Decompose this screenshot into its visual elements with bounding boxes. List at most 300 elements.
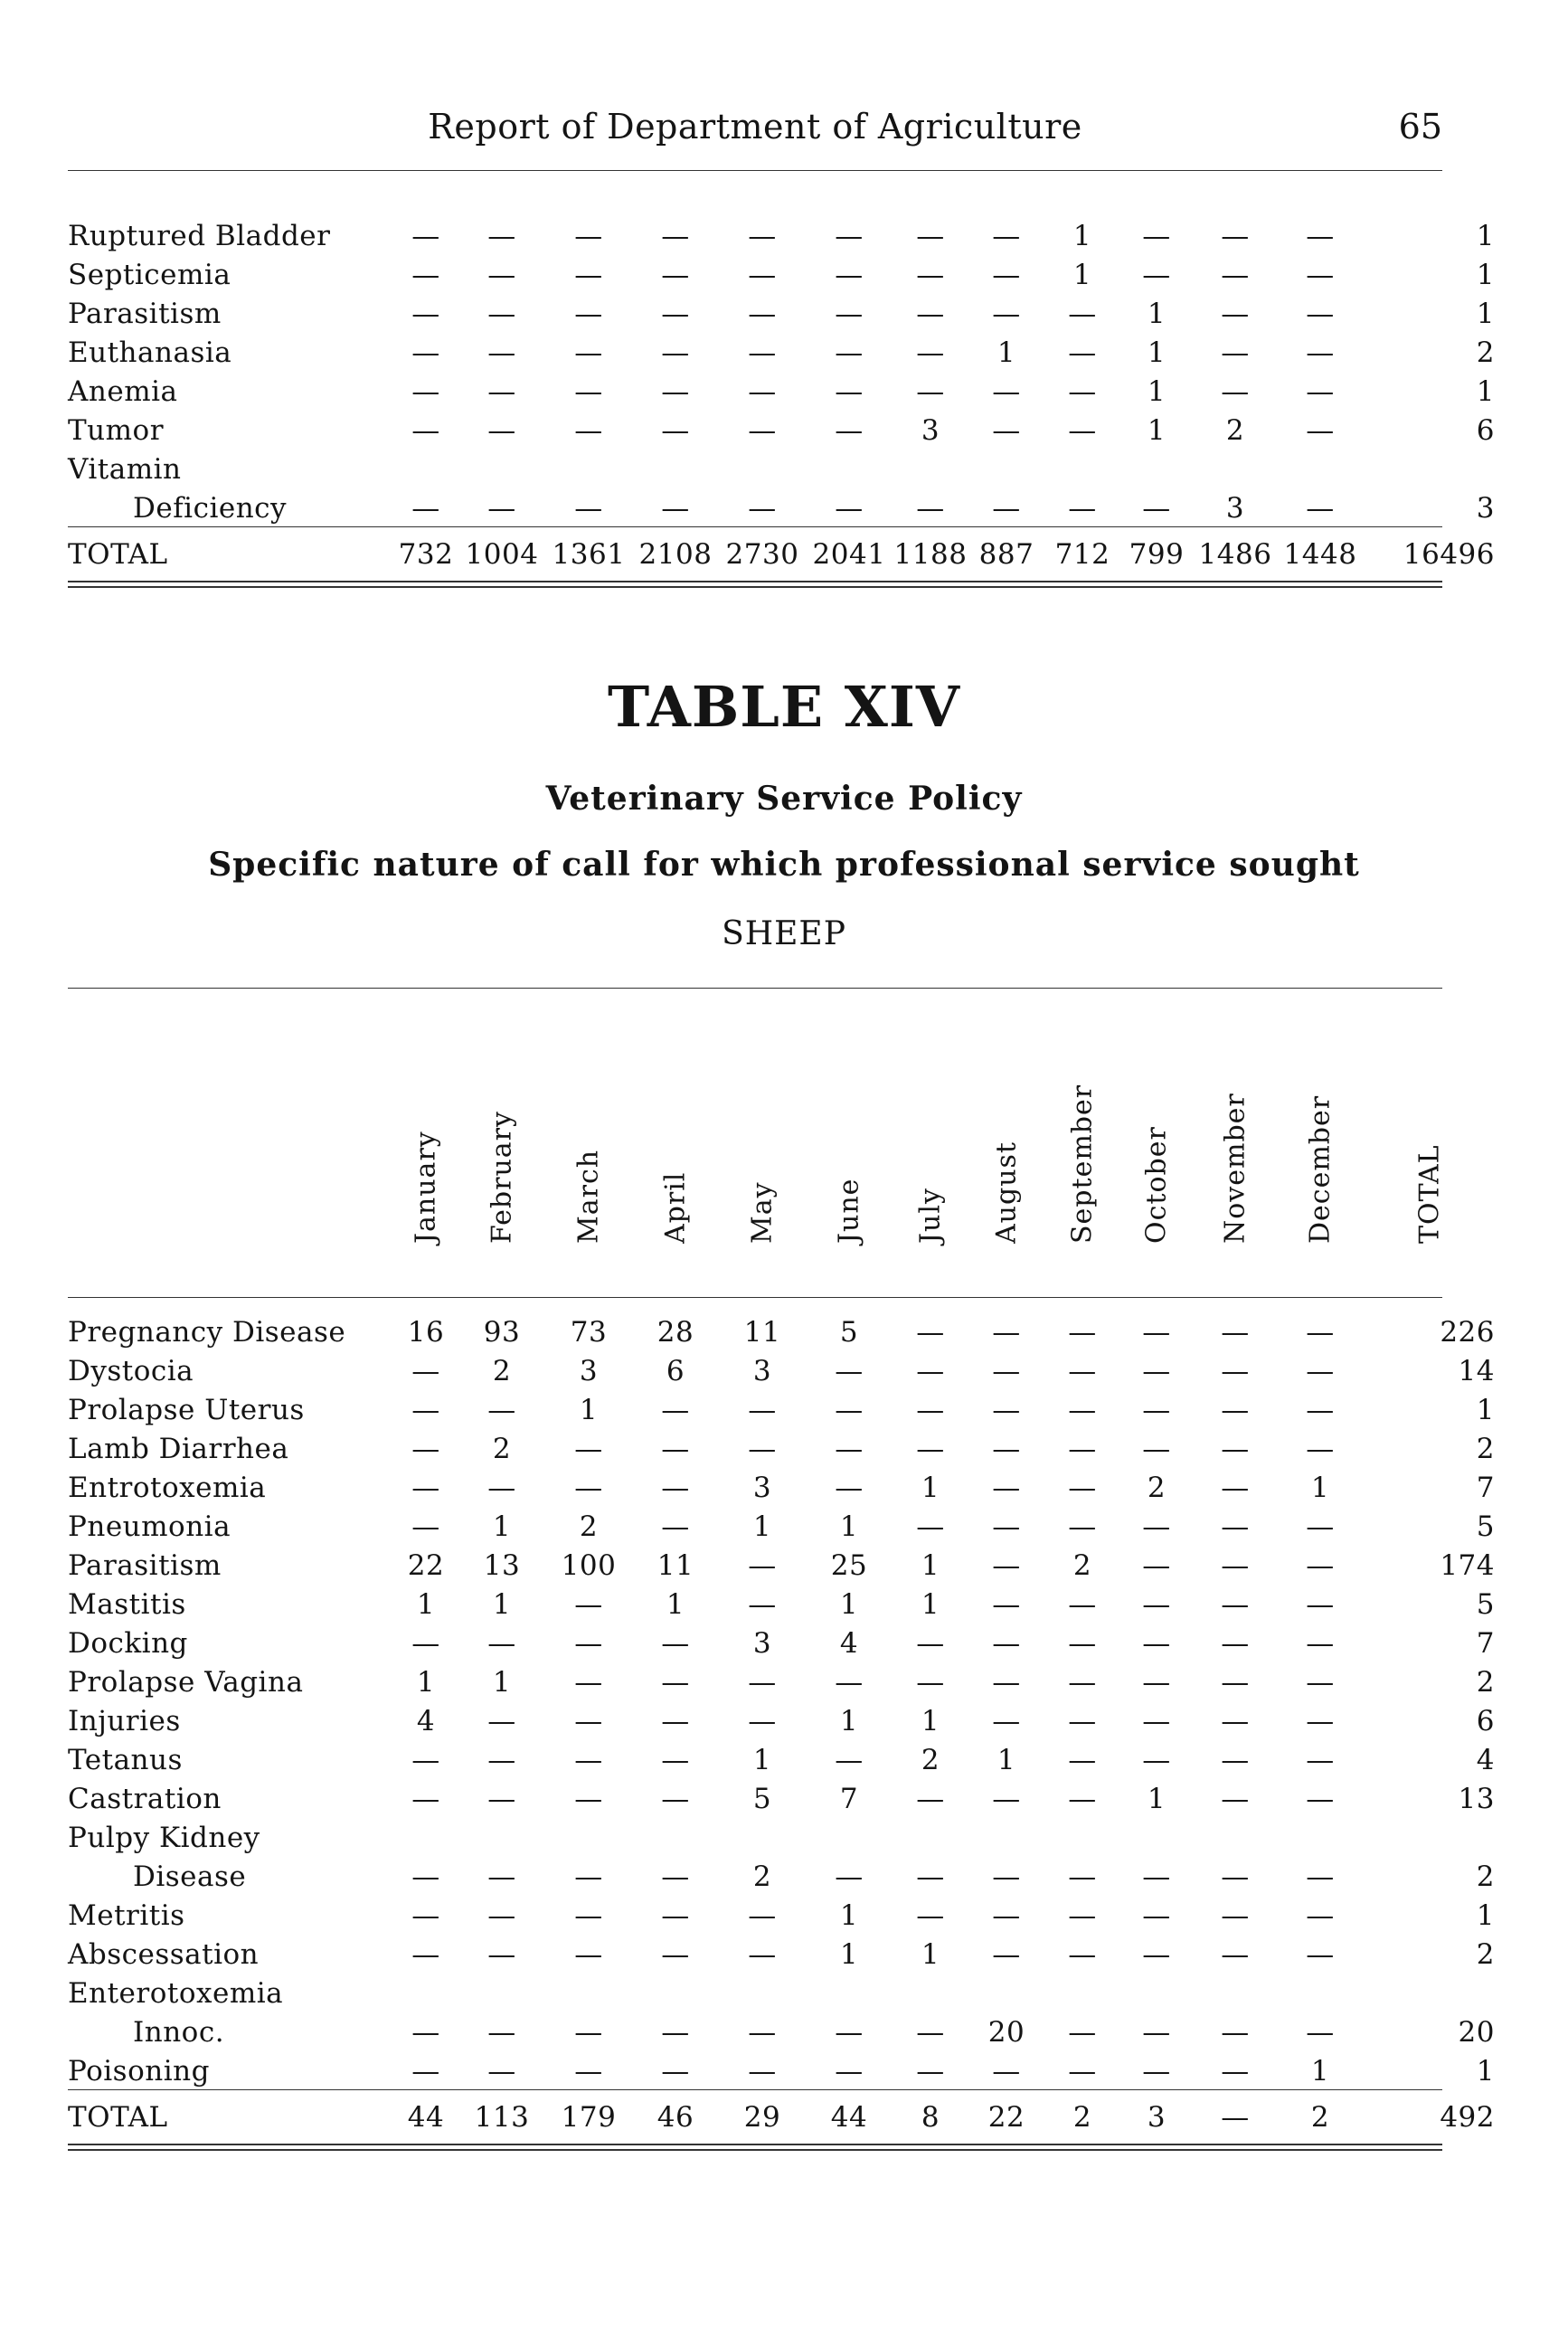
- row-total-cell: 1: [1476, 375, 1495, 408]
- table-cell: —: [487, 1938, 516, 1971]
- table-cell: —: [992, 1433, 1021, 1465]
- table-cell: —: [574, 1860, 603, 1893]
- table-cell: —: [992, 1705, 1021, 1737]
- table-cell: [1044, 450, 1120, 489]
- table-cell: —: [574, 1472, 603, 1504]
- table-cell: —: [574, 1433, 603, 1465]
- table-cell: [545, 1819, 632, 1858]
- table-cell: —: [916, 1627, 945, 1660]
- table-cell: —: [992, 1666, 1021, 1699]
- row-label: Entrotoxemia: [68, 1472, 267, 1504]
- table-cell: —: [748, 298, 777, 330]
- total-cell: 732: [398, 538, 454, 571]
- table-cell: —: [1068, 414, 1097, 447]
- table-cell: 6: [666, 1355, 685, 1387]
- table-cell: —: [411, 298, 440, 330]
- table-row: [68, 373, 1497, 412]
- table-cell: —: [574, 259, 603, 291]
- table-cell: —: [1306, 1938, 1335, 1971]
- table-cell: —: [1221, 1394, 1250, 1426]
- table-cell: —: [1142, 2016, 1171, 2049]
- table-cell: 13: [483, 1549, 521, 1582]
- table-cell: —: [1221, 1938, 1250, 1971]
- table-cell: —: [487, 1627, 516, 1660]
- total-cell: 1188: [893, 538, 968, 571]
- table-cell: —: [1068, 375, 1097, 408]
- table-cell: —: [992, 375, 1021, 408]
- row-label: Innoc.: [133, 2016, 225, 2049]
- row-label: Anemia: [68, 375, 178, 408]
- table-cell: —: [1221, 336, 1250, 369]
- table-cell: 1: [921, 1705, 940, 1737]
- table-cell: —: [835, 1355, 864, 1387]
- total-cell: 2108: [638, 538, 713, 571]
- table-cell: —: [1142, 1899, 1171, 1932]
- table-cell: —: [1142, 492, 1171, 525]
- table-cell: —: [835, 1860, 864, 1893]
- table-cell: —: [411, 259, 440, 291]
- continued-table-total: [68, 528, 1497, 581]
- table-cell: —: [1142, 1666, 1171, 1699]
- table-cell: —: [1068, 1860, 1097, 1893]
- table-cell: —: [1142, 1394, 1171, 1426]
- table-cell: 1: [752, 1510, 772, 1543]
- table-cell: —: [574, 1783, 603, 1815]
- table-row: [68, 1352, 1497, 1391]
- row-total-cell: 20: [1458, 2016, 1495, 2049]
- table-cell: —: [487, 375, 516, 408]
- table-row: [68, 2013, 1497, 2052]
- table-row: [68, 1508, 1497, 1547]
- table-cell: —: [1306, 1744, 1335, 1776]
- table-cell: —: [574, 1744, 603, 1776]
- table-cell: [545, 1974, 632, 2013]
- table-cell: —: [1221, 1433, 1250, 1465]
- row-label: Septicemia: [68, 259, 231, 291]
- table-cell: [719, 1974, 806, 2013]
- table-cell: 73: [570, 1316, 608, 1349]
- row-total-cell: 2: [1476, 1860, 1495, 1893]
- column-header-label: August: [990, 1141, 1023, 1244]
- table-row: [68, 1819, 1497, 1858]
- table-cell: 1: [492, 1510, 512, 1543]
- table-cell: [632, 450, 719, 489]
- total-cell: 179: [561, 2101, 617, 2134]
- table-cell: —: [487, 220, 516, 252]
- table-cell: —: [1068, 298, 1097, 330]
- table-title: TABLE XIV: [608, 674, 960, 740]
- table-cell: —: [574, 2055, 603, 2088]
- table-cell: —: [1221, 1510, 1250, 1543]
- table-cell: —: [835, 1666, 864, 1699]
- row-label: Tetanus: [68, 1744, 183, 1776]
- table-cell: —: [1221, 1783, 1250, 1815]
- table-cell: —: [1068, 492, 1097, 525]
- table-cell: —: [835, 492, 864, 525]
- table-cell: 1: [839, 1938, 859, 1971]
- table-cell: 2: [579, 1510, 599, 1543]
- total-cell: 799: [1129, 538, 1185, 571]
- total-cell: 2: [1072, 2101, 1092, 2134]
- column-header-label: September: [1066, 1084, 1099, 1244]
- table-cell: —: [574, 1666, 603, 1699]
- row-total-cell: 6: [1476, 1705, 1495, 1737]
- species-heading: SHEEP: [722, 915, 846, 952]
- table-cell: —: [1221, 375, 1250, 408]
- table-cell: —: [835, 2055, 864, 2088]
- row-total-cell: [1363, 450, 1497, 489]
- table-cell: —: [748, 492, 777, 525]
- table-row: [68, 1547, 1497, 1586]
- table-cell: [806, 1974, 893, 2013]
- table-cell: —: [748, 1394, 777, 1426]
- table-cell: —: [574, 414, 603, 447]
- table-cell: —: [1068, 1355, 1097, 1387]
- column-header-label: December: [1304, 1094, 1337, 1244]
- table-cell: —: [1142, 1433, 1171, 1465]
- row-total-cell: [1363, 1974, 1497, 2013]
- table-cell: 1: [492, 1666, 512, 1699]
- total-top-rule: [68, 2089, 1442, 2090]
- table-cell: —: [835, 220, 864, 252]
- row-total-cell: 5: [1476, 1510, 1495, 1543]
- table-cell: —: [835, 336, 864, 369]
- total-cell: 2041: [812, 538, 886, 571]
- table-cell: —: [992, 1938, 1021, 1971]
- table-cell: —: [1068, 1394, 1097, 1426]
- table-cell: —: [411, 336, 440, 369]
- table-cell: —: [1142, 1510, 1171, 1543]
- table-row: [68, 1936, 1497, 1974]
- table-cell: 1: [1147, 375, 1167, 408]
- table-row: [68, 1624, 1497, 1663]
- column-header-label: November: [1219, 1093, 1252, 1244]
- table-cell: —: [574, 1705, 603, 1737]
- table-cell: —: [1068, 1666, 1097, 1699]
- table-cell: —: [992, 1627, 1021, 1660]
- table-cell: 1: [839, 1899, 859, 1932]
- table-cell: 3: [1225, 492, 1245, 525]
- table-cell: 2: [921, 1744, 940, 1776]
- total-cell: 29: [743, 2101, 781, 2134]
- table-cell: —: [661, 1783, 690, 1815]
- table-cell: —: [992, 1510, 1021, 1543]
- table-cell: —: [992, 220, 1021, 252]
- table-cell: 22: [407, 1549, 445, 1582]
- table-cell: —: [487, 1705, 516, 1737]
- table-cell: —: [1221, 1627, 1250, 1660]
- table-cell: —: [661, 1394, 690, 1426]
- table-cell: —: [1068, 1744, 1097, 1776]
- table-cell: —: [574, 220, 603, 252]
- grand-total-cell: 492: [1440, 2101, 1495, 2134]
- table-cell: —: [487, 298, 516, 330]
- table-cell: —: [992, 1316, 1021, 1349]
- row-label: Disease: [133, 1860, 247, 1893]
- table-cell: —: [574, 1938, 603, 1971]
- table-cell: [1278, 1819, 1363, 1858]
- table-cell: —: [748, 2016, 777, 2049]
- table-row: [68, 489, 1497, 528]
- table-cell: —: [1221, 1705, 1250, 1737]
- row-label: Pregnancy Disease: [68, 1316, 346, 1349]
- table-cell: —: [916, 1860, 945, 1893]
- table-cell: —: [1221, 2055, 1250, 2088]
- column-header-november: [1208, 1040, 1262, 1275]
- table-cell: —: [1306, 1627, 1335, 1660]
- table-cell: —: [661, 1510, 690, 1543]
- table-cell: —: [835, 375, 864, 408]
- table-cell: [458, 1974, 545, 2013]
- row-total-cell: 1: [1476, 220, 1495, 252]
- row-label: Deficiency: [133, 492, 288, 525]
- column-header-label: April: [659, 1171, 692, 1244]
- total-cell: 2: [1310, 2101, 1330, 2134]
- grand-total-cell: 16496: [1403, 538, 1495, 571]
- row-label: Dystocia: [68, 1355, 194, 1387]
- row-total-cell: 13: [1458, 1783, 1495, 1815]
- row-label: Pulpy Kidney: [68, 1822, 260, 1854]
- table-cell: —: [661, 1938, 690, 1971]
- table-cell: 1: [997, 1744, 1016, 1776]
- total-cell: 8: [921, 2101, 940, 2134]
- table-cell: —: [1306, 1588, 1335, 1621]
- table-cell: 1: [997, 336, 1016, 369]
- table-cell: —: [411, 1627, 440, 1660]
- row-total-cell: 2: [1476, 336, 1495, 369]
- table-row: [68, 1858, 1497, 1897]
- table-cell: —: [835, 1394, 864, 1426]
- table-cell: 1: [1072, 259, 1092, 291]
- table-cell: —: [487, 2016, 516, 2049]
- table-cell: 1: [921, 1472, 940, 1504]
- table-row: [68, 217, 1497, 256]
- table-cell: —: [1221, 259, 1250, 291]
- table-cell: —: [992, 1783, 1021, 1815]
- table-cell: —: [487, 336, 516, 369]
- table-cell: 25: [830, 1549, 868, 1582]
- table-cell: —: [748, 336, 777, 369]
- table-cell: —: [916, 1394, 945, 1426]
- table-cell: —: [916, 220, 945, 252]
- table-cell: 1: [1072, 220, 1092, 252]
- table-cell: —: [574, 492, 603, 525]
- table-cell: —: [916, 1899, 945, 1932]
- column-header-september: [1055, 1040, 1110, 1275]
- column-headers: [68, 1040, 1446, 1275]
- header-rule: [68, 170, 1442, 171]
- table-cell: —: [1068, 1316, 1097, 1349]
- table-cell: —: [411, 1355, 440, 1387]
- total-cell: 2730: [725, 538, 799, 571]
- table-cell: —: [1142, 1938, 1171, 1971]
- table-cell: —: [1221, 1744, 1250, 1776]
- table-cell: 1: [579, 1394, 599, 1426]
- table-cell: —: [1142, 1627, 1171, 1660]
- total-cell: —: [1221, 2101, 1250, 2134]
- row-total-cell: 5: [1476, 1588, 1495, 1621]
- table-cell: 1: [752, 1744, 772, 1776]
- row-label: Pneumonia: [68, 1510, 231, 1543]
- table-cell: —: [835, 259, 864, 291]
- table-cell: —: [661, 492, 690, 525]
- table-cell: —: [487, 2055, 516, 2088]
- table-cell: —: [487, 1783, 516, 1815]
- table-cell: —: [574, 2016, 603, 2049]
- table-cell: —: [574, 298, 603, 330]
- table-cell: [968, 1974, 1044, 2013]
- table-cell: —: [661, 375, 690, 408]
- table-cell: —: [1306, 1316, 1335, 1349]
- table-cell: 3: [752, 1472, 772, 1504]
- total-cell: 1448: [1283, 538, 1357, 571]
- table-cell: 16: [407, 1316, 445, 1349]
- table-cell: 2: [752, 1860, 772, 1893]
- column-header-july: [903, 1040, 958, 1275]
- table-cell: [393, 450, 458, 489]
- table-cell: —: [1142, 1549, 1171, 1582]
- table-cell: [1120, 1974, 1193, 2013]
- table-cell: [1044, 1974, 1120, 2013]
- total-cell: 3: [1147, 2101, 1167, 2134]
- total-row: [68, 528, 1497, 581]
- row-label: Poisoning: [68, 2055, 210, 2088]
- sheep-table: [68, 1313, 1497, 2144]
- table-cell: [893, 1819, 968, 1858]
- column-header-label: October: [1140, 1126, 1173, 1244]
- table-cell: 2: [1147, 1472, 1167, 1504]
- table-cell: 2: [492, 1433, 512, 1465]
- table-cell: —: [1306, 1899, 1335, 1932]
- table-cell: —: [411, 414, 440, 447]
- table-cell: [393, 1819, 458, 1858]
- table-cell: [393, 1974, 458, 2013]
- column-header-december: [1293, 1040, 1347, 1275]
- column-header-march: [562, 1040, 616, 1275]
- table-cell: —: [661, 1666, 690, 1699]
- table-row: [68, 1313, 1497, 1352]
- table-cell: —: [411, 375, 440, 408]
- row-label: Tumor: [68, 414, 165, 447]
- table-cell: —: [1221, 1899, 1250, 1932]
- row-total-cell: 2: [1476, 1938, 1495, 1971]
- total-bottom-rule: [68, 581, 1442, 588]
- table-cell: 2: [1072, 1549, 1092, 1582]
- table-cell: 1: [666, 1588, 685, 1621]
- table-cell: 3: [752, 1627, 772, 1660]
- column-header-label: TOTAL: [1413, 1144, 1446, 1244]
- table-cell: 5: [839, 1316, 859, 1349]
- table-cell: —: [487, 1860, 516, 1893]
- table-cell: —: [835, 414, 864, 447]
- table-cell: —: [916, 2016, 945, 2049]
- row-label: Metritis: [68, 1899, 185, 1932]
- table-cell: —: [487, 259, 516, 291]
- table-cell: —: [1306, 1783, 1335, 1815]
- row-total-cell: 7: [1476, 1627, 1495, 1660]
- total-cell: 712: [1054, 538, 1110, 571]
- sheep-table-total: [68, 2091, 1497, 2144]
- table-cell: —: [661, 1433, 690, 1465]
- table-cell: —: [661, 414, 690, 447]
- table-cell: —: [992, 298, 1021, 330]
- table-row: [68, 1974, 1497, 2013]
- row-total-cell: 1: [1476, 1899, 1495, 1932]
- table-cell: —: [1221, 1860, 1250, 1893]
- table-cell: —: [411, 1860, 440, 1893]
- table-cell: —: [1068, 2055, 1097, 2088]
- table-cell: —: [487, 1472, 516, 1504]
- table-cell: [1193, 1819, 1278, 1858]
- table-cell: 1: [839, 1588, 859, 1621]
- row-total-cell: 1: [1476, 298, 1495, 330]
- row-label: Abscessation: [68, 1938, 260, 1971]
- continued-table-body: [68, 217, 1497, 528]
- table-cell: [458, 1819, 545, 1858]
- table-cell: —: [1142, 2055, 1171, 2088]
- table-row: [68, 412, 1497, 450]
- table-cell: —: [1306, 1433, 1335, 1465]
- table-cell: —: [916, 1355, 945, 1387]
- column-header-rule: [68, 1297, 1442, 1298]
- row-total-cell: [1363, 1819, 1497, 1858]
- row-label: Vitamin: [68, 453, 182, 486]
- column-header-label: January: [410, 1131, 442, 1244]
- row-total-cell: 6: [1476, 414, 1495, 447]
- row-total-cell: 14: [1458, 1355, 1495, 1387]
- table-cell: [1278, 450, 1363, 489]
- table-cell: [806, 450, 893, 489]
- table-row: [68, 1702, 1497, 1741]
- table-cell: —: [1221, 2016, 1250, 2049]
- table-cell: —: [992, 1860, 1021, 1893]
- row-label: Prolapse Uterus: [68, 1394, 305, 1426]
- table-cell: 100: [561, 1549, 617, 1582]
- row-label: Euthanasia: [68, 336, 232, 369]
- table-cell: [1044, 1819, 1120, 1858]
- table-cell: —: [916, 1510, 945, 1543]
- table-cell: —: [1068, 1783, 1097, 1815]
- table-cell: —: [1306, 1355, 1335, 1387]
- table-cell: —: [1221, 1549, 1250, 1582]
- table-cell: —: [916, 298, 945, 330]
- table-row: [68, 334, 1497, 373]
- table-cell: —: [661, 259, 690, 291]
- table-cell: —: [916, 2055, 945, 2088]
- table-cell: —: [992, 1899, 1021, 1932]
- row-total-cell: 226: [1440, 1316, 1495, 1349]
- table-cell: —: [748, 1433, 777, 1465]
- table-cell: —: [1306, 1549, 1335, 1582]
- table-cell: 1: [1147, 298, 1167, 330]
- table-cell: 1: [1147, 336, 1167, 369]
- table-cell: —: [661, 1860, 690, 1893]
- table-cell: —: [1142, 1355, 1171, 1387]
- table-cell: [545, 450, 632, 489]
- table-cell: —: [916, 1666, 945, 1699]
- column-header-february: [475, 1040, 529, 1275]
- table-cell: —: [1068, 1510, 1097, 1543]
- table-row: [68, 1741, 1497, 1780]
- table-cell: —: [1306, 2016, 1335, 2049]
- table-cell: —: [661, 1744, 690, 1776]
- table-cell: —: [487, 492, 516, 525]
- table-cell: —: [835, 1472, 864, 1504]
- total-cell: 1361: [552, 538, 626, 571]
- row-label: Mastitis: [68, 1588, 186, 1621]
- total-cell: 46: [656, 2101, 694, 2134]
- column-header-total: [1403, 1040, 1457, 1275]
